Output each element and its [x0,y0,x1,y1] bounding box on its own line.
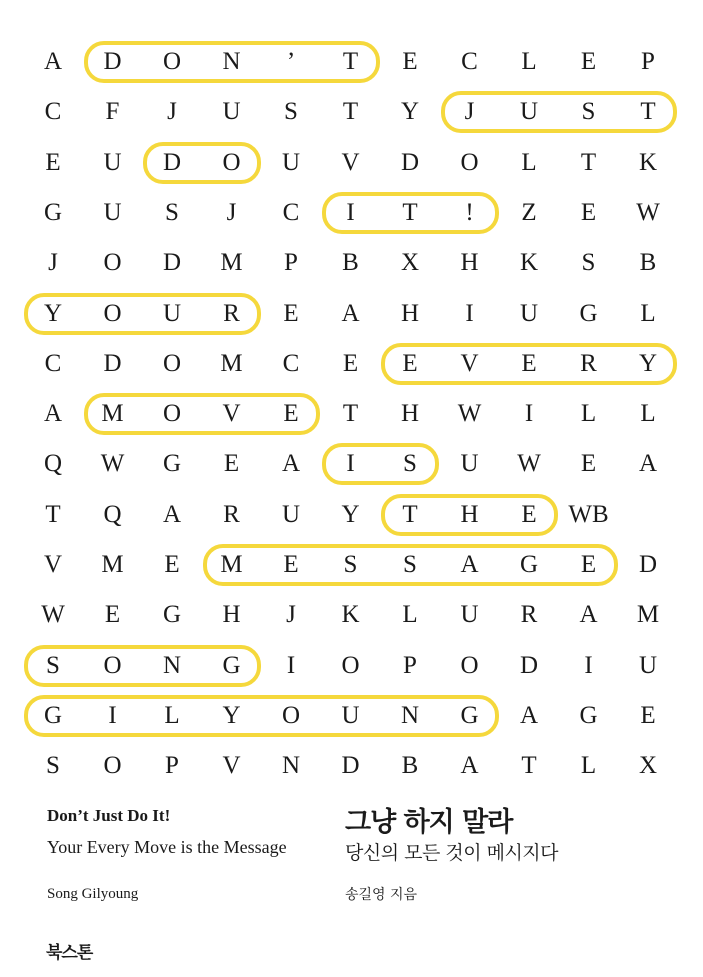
grid-letter: E [104,601,121,629]
grid-letter: O [103,249,122,277]
grid-letter: S [403,551,417,578]
grid-letter: T [402,500,418,528]
grid-letter: E [283,551,299,578]
grid-letter: H [460,500,479,528]
grid-letter: H [400,299,420,327]
grid-letter: D [103,48,122,75]
grid-letter: L [580,752,597,780]
grid-letter: Y [43,299,63,327]
grid-letter: R [223,299,240,327]
grid-letter: O [341,651,360,679]
grid-letter: R [580,349,597,377]
grid-letter: C [282,349,300,377]
grid-letter: I [346,450,355,478]
grid-letter: T [45,500,61,528]
grid-letter: M [220,249,243,277]
korean-subtitle: 당신의 모든 것이 메시지다 [345,842,559,864]
grid-letter: T [521,752,537,780]
grid-letter: Q [103,500,122,528]
grid-letter: U [460,601,479,629]
grid-letter: E [521,349,537,377]
grid-letter: V [222,752,241,780]
grid-letter: G [162,601,182,629]
grid-letter: O [162,349,182,377]
grid-letter: E [580,551,597,578]
grid-letter: X [400,249,420,277]
grid-letter: M [101,551,124,578]
grid-letter: U [281,148,301,176]
grid-letter: F [105,98,120,126]
grid-letter: U [638,651,658,679]
grid-letter: H [222,601,241,629]
grid-letter: A [281,450,301,478]
grid-letter: M [220,349,243,377]
grid-letter: S [403,450,417,478]
grid-letter: A [43,400,63,428]
grid-letter: Y [341,500,360,528]
grid-letter: J [226,198,237,226]
grid-letter: V [341,148,360,176]
grid-letter: S [581,249,596,277]
grid-letter: N [400,701,420,729]
grid-letter: M [636,601,660,629]
publisher-logo: 북스톤 [46,943,93,963]
grid-letter: O [460,148,479,176]
grid-letter: E [45,148,61,176]
grid-letter: A [460,752,479,780]
grid-letter: U [281,500,301,528]
grid-letter: A [43,48,63,75]
grid-letter: G [222,651,241,679]
english-title: Don’t Just Do It! [47,806,171,825]
grid-letter: A [460,551,479,578]
grid-letter: L [402,601,418,629]
grid-letter: K [519,249,539,277]
grid-letter: S [581,98,596,126]
grid-letter: G [43,701,63,729]
grid-letter: C [282,198,300,226]
grid-letter: E [521,500,537,528]
grid-letter: O [460,651,479,679]
grid-letter: U [460,450,479,478]
english-author: Song Gilyoung [47,886,139,902]
grid-letter: E [283,400,299,428]
grid-letter: I [524,400,534,428]
grid-letter: B [342,249,359,277]
grid-letter: D [341,752,360,780]
grid-letter: P [403,651,417,679]
grid-letter: T [580,148,597,176]
english-subtitle: Your Every Move is the Message [47,837,287,857]
grid-letter: H [400,400,420,428]
grid-letter: Q [43,450,63,478]
grid-letter: W [636,198,660,226]
grid-letter: A [162,500,182,528]
grid-letter: W [100,450,125,478]
grid-letter: U [519,98,539,126]
grid-letter: N [162,651,182,679]
grid-letter: P [284,249,298,277]
grid-letter: V [43,551,63,578]
grid-letter: T [640,98,656,126]
grid-letter: E [283,299,299,327]
grid-letter: WB [568,500,609,528]
grid-letter: W [457,400,482,428]
grid-letter: I [346,198,355,226]
grid-letter: C [461,48,478,75]
grid-letter: S [165,198,179,226]
grid-letter: D [162,148,182,176]
grid-letter: U [162,299,182,327]
grid-letter: I [584,651,593,679]
grid-letter: M [101,400,124,428]
grid-letter: G [519,551,539,578]
grid-letter: ’ [286,48,296,75]
grid-letter: G [460,701,479,729]
grid-letter: C [44,349,62,377]
grid-letter: H [460,249,479,277]
grid-letter: A [638,450,658,478]
grid-letter: J [48,249,58,277]
grid-letter: D [103,349,122,377]
grid-letter: G [579,701,598,729]
grid-letter: O [103,299,122,327]
grid-letter: K [638,148,658,176]
grid-letter: T [342,98,359,126]
grid-letter: A [519,701,539,729]
grid-letter: P [641,48,655,75]
grid-letter: U [341,701,360,729]
grid-letter: S [284,98,298,126]
grid-letter: E [164,551,180,578]
grid-letter: G [162,450,182,478]
grid-letter: L [580,400,597,428]
grid-letter: P [165,752,179,780]
grid-letter: J [464,98,475,126]
grid-letter: V [222,400,241,428]
grid-letter: D [162,249,182,277]
grid-letter: T [342,48,359,75]
grid-letter: E [402,349,418,377]
grid-letter: N [222,48,241,75]
grid-letter: L [164,701,180,729]
grid-letter: S [343,551,358,578]
grid-letter: I [286,651,296,679]
grid-letter: Y [400,98,420,126]
grid-letter: U [222,98,241,126]
grid-letter: K [341,601,360,629]
grid-letter: D [519,651,539,679]
korean-author: 송길영 지음 [345,887,418,903]
grid-letter: L [640,299,656,327]
grid-letter: S [46,752,60,780]
grid-letter: R [520,601,538,629]
grid-letter: B [401,752,419,780]
grid-letter: G [579,299,598,327]
grid-letter: R [223,500,240,528]
grid-letter: A [579,601,598,629]
grid-letter: O [103,752,122,780]
grid-letter: O [103,651,122,679]
grid-letter: D [400,148,420,176]
grid-letter: W [517,450,541,478]
grid-letter: Y [638,349,658,377]
grid-letter: C [44,98,62,126]
grid-letter: O [281,701,301,729]
grid-letter: S [46,651,60,679]
grid-letter: E [580,198,597,226]
grid-letter: L [640,400,656,428]
grid-letter: I [465,299,474,327]
grid-letter: L [521,48,537,75]
grid-letter: T [402,198,418,226]
grid-letter: N [281,752,301,780]
grid-letter: M [220,551,243,578]
grid-letter: E [342,349,359,377]
grid-letter: E [640,701,656,729]
grid-letter: V [460,349,479,377]
grid-letter: J [286,601,296,629]
grid-letter: U [103,198,122,226]
grid-letter: W [41,601,65,629]
grid-letter: I [108,701,117,729]
grid-letter: E [580,48,597,75]
grid-letter: U [103,148,122,176]
grid-letter: E [580,450,597,478]
grid-letter: J [167,98,177,126]
grid-letter: A [341,299,360,327]
grid-letter: D [638,551,658,578]
grid-letter: Z [521,198,537,226]
korean-title: 그냥 하지 말라 [345,807,513,838]
grid-letter: O [162,400,182,428]
grid-letter: ! [465,198,474,226]
grid-letter: Y [222,701,241,729]
grid-letter: E [223,450,240,478]
grid-letter: E [402,48,418,75]
grid-letter: U [519,299,539,327]
grid-letter: B [639,249,657,277]
grid-letter: X [638,752,658,780]
grid-letter: O [162,48,182,75]
grid-letter: O [222,148,241,176]
grid-letter: T [342,400,359,428]
grid-letter: L [521,148,537,176]
grid-letter: G [43,198,63,226]
